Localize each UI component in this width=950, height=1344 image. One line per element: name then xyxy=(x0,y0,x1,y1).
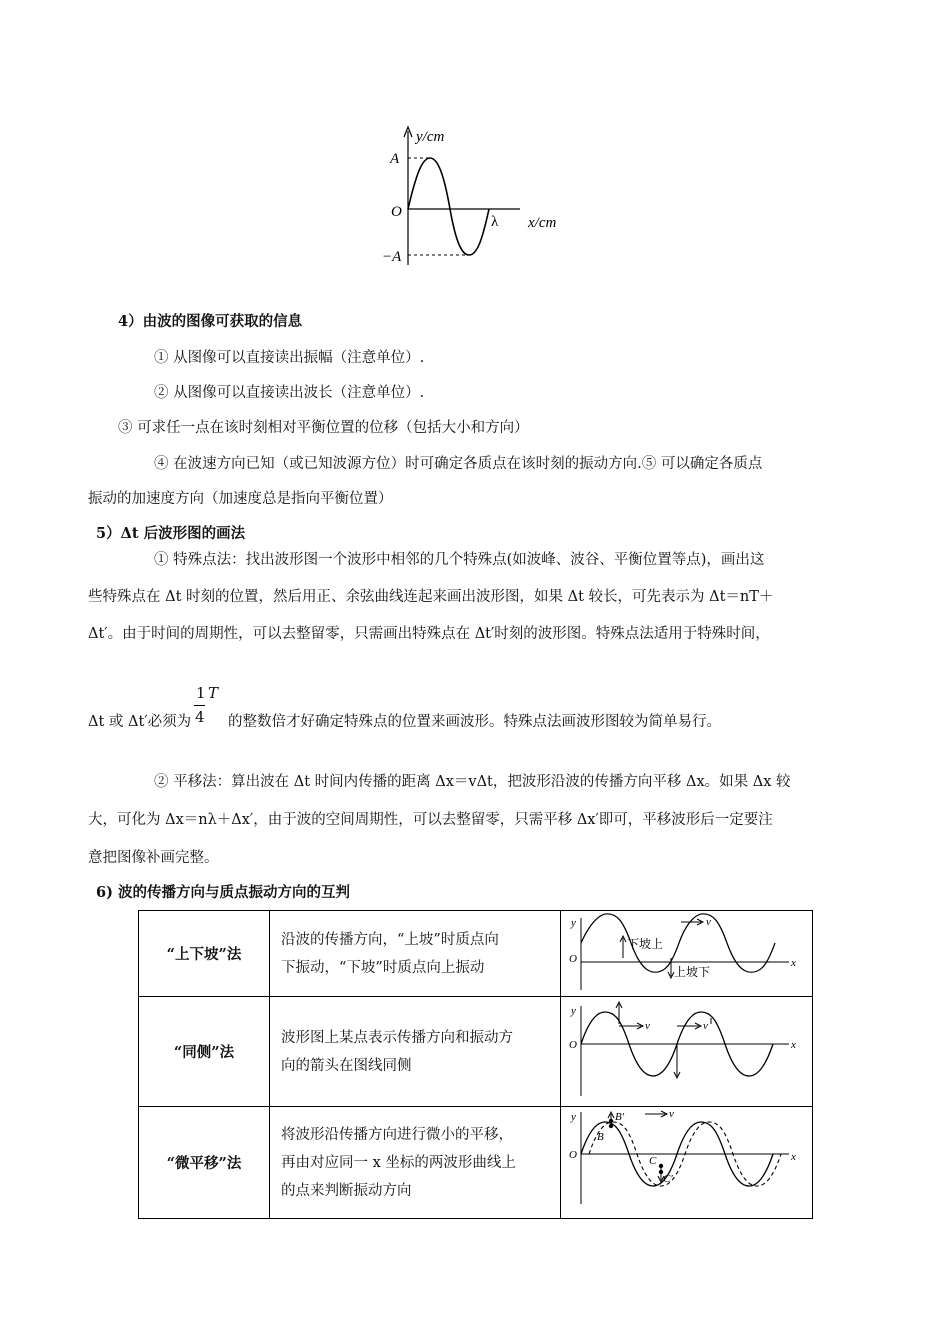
svg-text:O: O xyxy=(569,1148,577,1161)
method-name: “上下坡”法 xyxy=(139,911,270,997)
method-name: “同侧”法 xyxy=(139,997,270,1107)
svg-text:B′: B′ xyxy=(615,1110,625,1123)
method-name: “微平移”法 xyxy=(139,1107,270,1219)
x-axis-label: x/cm xyxy=(528,215,557,231)
svg-text:上坡下: 上坡下 xyxy=(674,964,711,979)
neg-amplitude-label: −A xyxy=(382,249,402,265)
uphill-downhill-figure xyxy=(561,912,811,996)
svg-text:v: v xyxy=(706,915,711,928)
svg-text:O: O xyxy=(569,1038,577,1051)
svg-text:B: B xyxy=(597,1130,604,1143)
section4-item3: ③ 可求任一点在该时刻相对平衡位置的位移（包括大小和方向） xyxy=(118,420,529,436)
section4-item4-line2: 振动的加速度方向（加速度总是指向平衡位置） xyxy=(88,491,393,507)
svg-text:y: y xyxy=(571,1110,576,1123)
table-row xyxy=(139,911,813,997)
section4-item4-line1: ④ 在波速方向已知（或已知波源方位）时可确定各质点在该时刻的振动方向.⑤ 可以确定各质点 xyxy=(154,456,763,472)
svg-text:C′: C′ xyxy=(663,1172,673,1185)
section5-p1-line2: 些特殊点在 Δt 时刻的位置，然后用正、余弦曲线连起来画出波形图，如果 Δt 较长，可先表示为 Δt＝nT＋ xyxy=(88,589,774,605)
section5-p1-line4a: Δt 或 Δt′必须为 xyxy=(88,714,192,730)
y-axis-label: y/cm xyxy=(416,129,445,145)
method-description: 将波形沿传播方向进行微小的平移， 再由对应同一 x 坐标的两波形曲线上 的点来判断振动方向 xyxy=(270,1107,561,1219)
method-description: 沿波的传播方向，“上坡”时质点向 下振动，“下坡”时质点向上振动 xyxy=(270,911,561,997)
table-row xyxy=(139,997,813,1107)
amplitude-label: A xyxy=(390,151,400,167)
methods-table xyxy=(138,910,813,1219)
method-figure xyxy=(561,997,813,1107)
section6-heading: 6) 波的传播方向与质点振动方向的互判 xyxy=(96,884,350,901)
section5-p1-line3: Δt′。由于时间的周期性，可以去整留零，只需画出特殊点在 Δt′时刻的波形图。特殊点法适用于特殊时间， xyxy=(88,626,770,642)
svg-text:v: v xyxy=(703,1019,708,1032)
section4-item2: ② 从图像可以直接读出波长（注意单位）. xyxy=(154,385,425,401)
svg-text:O: O xyxy=(569,952,577,965)
section5-p1-line4b: 的整数倍才好确定特殊点的位置来画波形。特殊点法画波形图较为简单易行。 xyxy=(228,714,721,730)
svg-text:x: x xyxy=(791,956,796,969)
section4-item1: ① 从图像可以直接读出振幅（注意单位）. xyxy=(154,350,425,366)
svg-text:v: v xyxy=(645,1019,650,1032)
fraction-numerator: 1 xyxy=(196,684,206,702)
svg-text:x: x xyxy=(791,1150,796,1163)
svg-text:y: y xyxy=(571,1004,576,1017)
svg-text:下坡上: 下坡上 xyxy=(627,936,664,951)
same-side-figure xyxy=(561,998,811,1106)
origin-label: O xyxy=(391,204,402,220)
fraction-denominator: 4 xyxy=(195,708,205,726)
fraction-variable: T xyxy=(208,684,219,702)
wave-curve xyxy=(408,158,489,255)
svg-text:x: x xyxy=(791,1038,796,1051)
method-description: 波形图上某点表示传播方向和振动方 向的箭头在图线同侧 xyxy=(270,997,561,1107)
quarter-period-fraction xyxy=(192,684,224,734)
section5-p2-line2: 大，可化为 Δx＝nλ＋Δx′，由于波的空间周期性，可以去整留零，只需平移 Δx′即可，平移波形后一定要注 xyxy=(88,812,773,828)
svg-text:y: y xyxy=(571,916,576,929)
svg-text:C: C xyxy=(649,1154,657,1167)
micro-shift-figure xyxy=(561,1108,811,1218)
table-row xyxy=(139,1107,813,1219)
wavelength-label: λ xyxy=(491,214,499,230)
section5-p2-line1: ② 平移法：算出波在 Δt 时间内传播的距离 Δx＝vΔt，把波形沿波的传播方向平移 Δx。如果 Δx 较 xyxy=(154,774,791,790)
section5-p1-line1: ① 特殊点法：找出波形图一个波形中相邻的几个特殊点(如波峰、波谷、平衡位置等点)，画出这 xyxy=(154,552,765,568)
section5-p2-line3: 意把图像补画完整。 xyxy=(88,850,219,866)
method-figure xyxy=(561,911,813,997)
section4-heading: 4）由波的图像可获取的信息 xyxy=(118,313,303,330)
section5-heading: 5）Δt 后波形图的画法 xyxy=(96,525,246,542)
method-figure xyxy=(561,1107,813,1219)
wave-figure xyxy=(380,125,580,270)
svg-text:v: v xyxy=(669,1107,674,1120)
